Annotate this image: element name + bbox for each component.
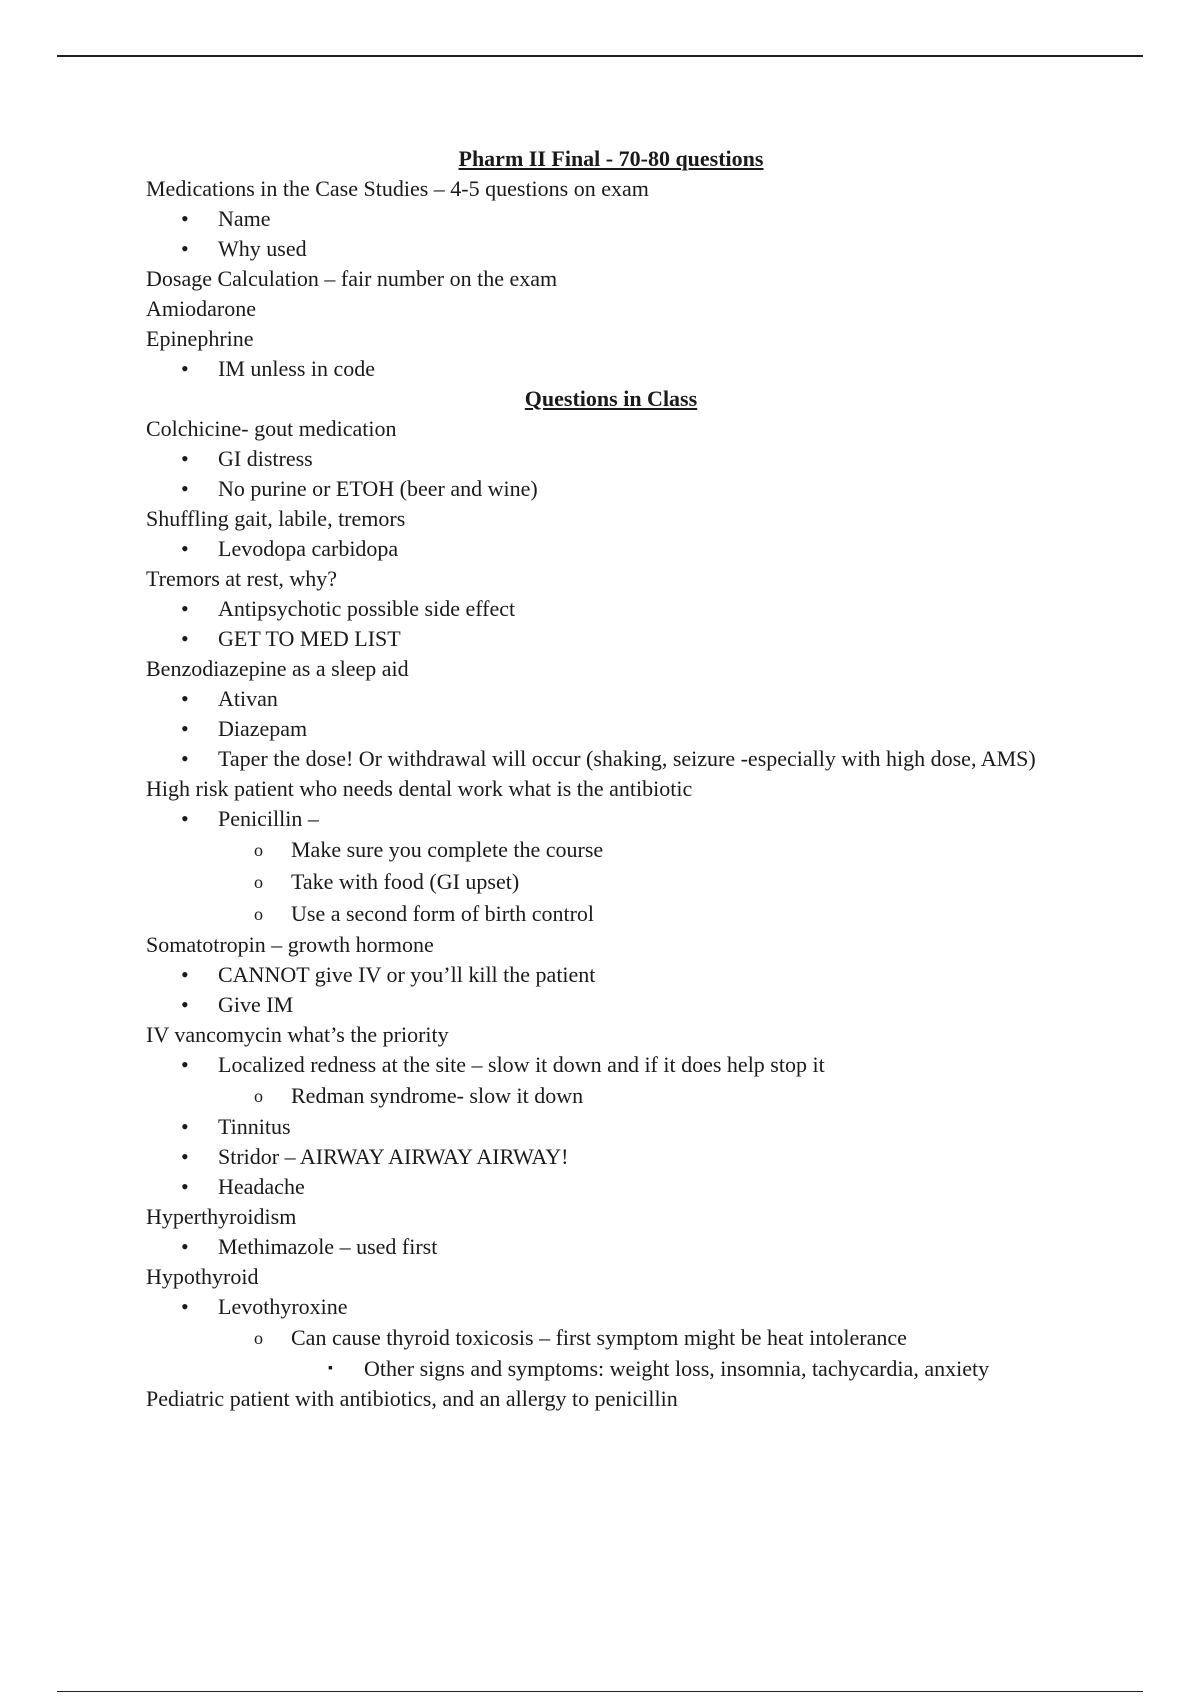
bullet-icon: • bbox=[181, 1114, 189, 1139]
bullet-icon: • bbox=[181, 1052, 189, 1077]
question-heading: Tremors at rest, why? bbox=[146, 566, 338, 591]
question-heading: Shuffling gait, labile, tremors bbox=[146, 506, 406, 531]
list-item: • Antipsychotic possible side effect bbox=[146, 594, 1076, 624]
bullet-icon: • bbox=[181, 1144, 189, 1169]
question-heading: Colchicine- gout medication bbox=[146, 416, 397, 441]
bullet-icon: • bbox=[181, 686, 189, 711]
question-heading: High risk patient who needs dental work what is the antibiotic bbox=[146, 776, 693, 801]
list-item: • Give IM bbox=[146, 990, 1076, 1020]
list-item: • Name bbox=[146, 204, 1076, 234]
bullet-icon: • bbox=[181, 746, 189, 771]
list-item: • Penicillin – bbox=[146, 804, 1076, 834]
class-section-title: Questions in Class bbox=[524, 386, 698, 411]
list-item: • Headache bbox=[146, 1172, 1076, 1202]
list-item: • Stridor – AIRWAY AIRWAY AIRWAY! bbox=[146, 1142, 1076, 1172]
circle-bullet-icon: o bbox=[254, 872, 263, 892]
circle-bullet-icon: o bbox=[254, 904, 263, 924]
list-item: • GET TO MED LIST bbox=[146, 624, 1076, 654]
list-item: • Why used bbox=[146, 234, 1076, 264]
list-item: • No purine or ETOH (beer and wine) bbox=[146, 474, 1076, 504]
section-heading: Dosage Calculation – fair number on the exam bbox=[146, 266, 558, 291]
bullet-icon: • bbox=[181, 1234, 189, 1259]
bullet-icon: • bbox=[181, 1294, 189, 1319]
sub-list-item: o Redman syndrome- slow it down bbox=[146, 1080, 1076, 1112]
circle-bullet-icon: o bbox=[254, 1328, 263, 1348]
section-heading: Amiodarone bbox=[146, 296, 256, 321]
bottom-rule bbox=[57, 1691, 1143, 1692]
bullet-icon: • bbox=[181, 236, 189, 261]
bullet-icon: • bbox=[181, 356, 189, 381]
circle-bullet-icon: o bbox=[254, 1086, 263, 1106]
page-title: Pharm II Final - 70-80 questions bbox=[458, 146, 764, 171]
section-heading: Epinephrine bbox=[146, 326, 254, 351]
list-item: • IM unless in code bbox=[146, 354, 1076, 384]
question-heading: Hypothyroid bbox=[146, 1264, 259, 1289]
list-item: • Ativan bbox=[146, 684, 1076, 714]
section-heading: Medications in the Case Studies – 4-5 questions on exam bbox=[146, 176, 649, 201]
list-item: • Methimazole – used first bbox=[146, 1232, 1076, 1262]
list-item: • Levothyroxine bbox=[146, 1292, 1076, 1322]
question-heading: Somatotropin – growth hormone bbox=[146, 932, 434, 957]
sub-list-item: o Take with food (GI upset) bbox=[146, 866, 1076, 898]
list-item: • Taper the dose! Or withdrawal will occur (shaking, seizure -especially with high dose, AMS) bbox=[146, 744, 1076, 774]
list-item: • Localized redness at the site – slow it down and if it does help stop it bbox=[146, 1050, 1076, 1080]
square-bullet-icon: ▪ bbox=[328, 1361, 333, 1376]
question-heading: Benzodiazepine as a sleep aid bbox=[146, 656, 409, 681]
list-item: • GI distress bbox=[146, 444, 1076, 474]
list-item: • Levodopa carbidopa bbox=[146, 534, 1076, 564]
bullet-icon: • bbox=[181, 716, 189, 741]
bullet-icon: • bbox=[181, 992, 189, 1017]
bullet-icon: • bbox=[181, 806, 189, 831]
list-item: • Tinnitus bbox=[146, 1112, 1076, 1142]
sub-sub-list-item: ▪ Other signs and symptoms: weight loss, insomnia, tachycardia, anxiety bbox=[146, 1354, 1076, 1384]
bullet-icon: • bbox=[181, 596, 189, 621]
sub-list-item: o Use a second form of birth control bbox=[146, 898, 1076, 930]
bullet-icon: • bbox=[181, 446, 189, 471]
question-heading: Hyperthyroidism bbox=[146, 1204, 297, 1229]
bullet-icon: • bbox=[181, 1174, 189, 1199]
bullet-icon: • bbox=[181, 536, 189, 561]
list-item: • Diazepam bbox=[146, 714, 1076, 744]
circle-bullet-icon: o bbox=[254, 840, 263, 860]
sub-list-item: o Make sure you complete the course bbox=[146, 834, 1076, 866]
bullet-icon: • bbox=[181, 962, 189, 987]
bullet-icon: • bbox=[181, 626, 189, 651]
list-item: • CANNOT give IV or you’ll kill the patient bbox=[146, 960, 1076, 990]
document-body bbox=[146, 144, 1076, 1414]
sub-list-item: o Can cause thyroid toxicosis – first symptom might be heat intolerance bbox=[146, 1322, 1076, 1354]
bullet-icon: • bbox=[181, 206, 189, 231]
bullet-icon: • bbox=[181, 476, 189, 501]
question-heading: Pediatric patient with antibiotics, and an allergy to penicillin bbox=[146, 1386, 678, 1411]
question-heading: IV vancomycin what’s the priority bbox=[146, 1022, 449, 1047]
top-rule bbox=[57, 55, 1143, 57]
